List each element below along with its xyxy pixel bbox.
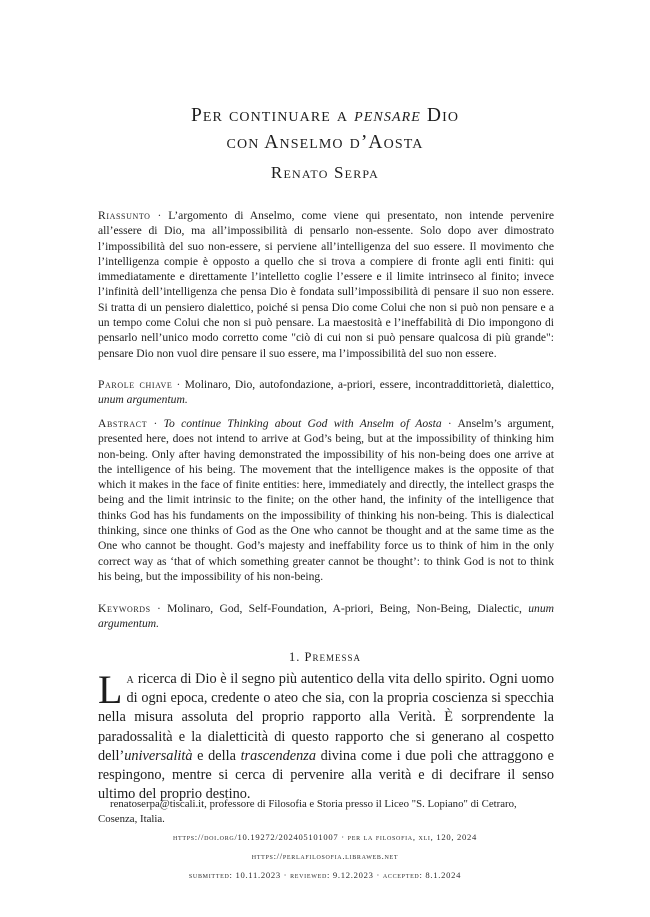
title-line-2: con Anselmo d’Aosta xyxy=(226,132,424,153)
author-footnote: renatoserpa@tiscali.it, professore di Filosofia e Storia presso il Liceo "S. Lopiano" di Cetraro, Cosenza, Italia. xyxy=(98,798,517,825)
dates-line: submitted: 10.11.2023 · reviewed: 9.12.2023 · accepted: 8.1.2024 xyxy=(188,870,462,880)
body-text-2: e della xyxy=(192,747,241,764)
section-heading: 1. Premessa xyxy=(289,650,361,664)
body-italic-1: universalità xyxy=(124,747,193,764)
riassunto-paragraph: Riassunto · L’argomento di Anselmo, come viene qui presentato, non intende pervenire all’essere di Dio, ma all’impossibilità di pensarlo non-essente. Solo dopo aver dimostrato l’impossibilità del suo non-essere, si perviene all’intelligenza del suo essere. Il movimento che l’intelligenza compie è opposto a quello che si trova a compiere di fronte agli enti finiti: qui immediatamente e direttamente l’intelletto coglie l’essere e il limite intrinseco al finito; invece l’infinità dell’intelligenza che pensa Dio è fondata sull’impossibilità di pensare il suo non essere. Si tratta di un pensiero dialettico, poiché si pensa Dio come Colui che non si può non pensare e a un tempo come Colui che non si può pensare. La maestosità e l’ineffabilità di Dio impongono di pensarlo nell’unico modo corretto come "ciò di cui non si può pensare qualcosa di più grande": pensare Dio non vuol dire pensare il suo essere, ma l’impossibilità del suo non essere. xyxy=(98,209,554,360)
body-italic-2: trascendenza xyxy=(240,747,317,764)
keywords-label: Keywords xyxy=(98,602,151,615)
body-text-3: divina come i due poli che attraggono e respingono, mentre si cerca di pervenire alla verità e di decifrare il senso ultimo del proprio destino. xyxy=(98,747,554,803)
journal-url-line[interactable]: https://perlafilosofia.libraweb.net xyxy=(251,851,399,861)
riassunto-label: Riassunto xyxy=(98,209,151,222)
title-prefix: Per continuare a xyxy=(190,105,355,126)
keywords-italic: unum argumentum. xyxy=(98,602,554,631)
parole-chiave-paragraph: Parole chiave · Molinaro, Dio, autofondazione, a-priori, essere, incontraddittorietà, dialettico, unum argumentum. xyxy=(98,378,554,407)
abstract-label: Abstract xyxy=(98,417,148,430)
author-name: Renato Serpa xyxy=(270,163,380,182)
title-italic-word: pensare xyxy=(354,105,421,126)
body-smallcaps: a xyxy=(126,671,135,687)
title-line-1 xyxy=(0,102,650,129)
parole-chiave-text: Molinaro, Dio, autofondazione, a-priori, essere, incontraddittorietà, dialettico, xyxy=(184,378,554,391)
parole-chiave-label: Parole chiave xyxy=(98,378,173,391)
parole-chiave-italic: unum argumentum. xyxy=(98,393,188,407)
keywords-paragraph: Keywords · Molinaro, God, Self-Foundation, A-priori, Being, Non-Being, Dialectic, unum argumentum. xyxy=(98,602,554,631)
abstract-paragraph: Abstract · To continue Thinking about God with Anselm of Aosta · Anselm’s argument, presented here, does not intend to arrive at God’s being, but at the impossibility of thinking him non-being. Only after having demonstrated the impossibility of his non-being does one arrive at the intelligence of his being. The movement that the intelligence makes is the opposite of that which it makes in the face of finite entities: here, immediately and directly, the intellect grasps the being and the limit intrinsic to the finite; on the other hand, the infinity of the intelligence that thinks God has his fundaments on the impossibility of thinking his non-being. This is dialectical thinking, since one thinks of God as the One who cannot be thought and at the same time as the One who cannot be thought. God’s majesty and ineffability force us to think of him in the only correct way as ‘that of which something greater cannot be thought’: to think God is not to think his being, but the impossibility of his non-being. xyxy=(98,417,554,583)
riassunto-text: L’argomento di Anselmo, come viene qui presentato, non intende pervenire all’essere di Dio, ma all’impossibilità di pensarlo non-essente. Solo dopo aver dimostrato l’impossibilità del suo non-essere, si perviene all’intelligenza del suo essere. Il movimento che l’intelligenza compie è opposto a quello che si trova a compiere di fronte agli enti finiti: qui immediatamente e direttamente l’intelletto coglie l’essere e il limite intrinseco al finito; invece l’infinità dell’intelligenza che pensa Dio è fondata sull’impossibilità di pensare il suo non essere. Si tratta di un pensiero dialettico, poiché si pensa Dio come Colui che non si può non pensare e a un tempo come Colui che non si può pensare. La maestosità e l’ineffabilità di Dio impongono di pensarlo nell’unico modo corretto come "ciò di cui non si può pensare qualcosa di più grande": pensare Dio non vuol dire pensare il suo essere, ma l’impossibilità del suo non essere. xyxy=(98,209,554,360)
abstract-text: Anselm’s argument, presented here, does not intend to arrive at God’s being, but at the impossibility of thinking him non-being. Only after having demonstrated the impossibility of his non-being does one arrive at the intelligence of his being. The movement that the intelligence makes is the opposite of that which it makes in the face of finite entities: here, immediately and directly, the intellect grasps the being and the limit intrinsic to the finite; on the other hand, the infinity of the intelligence that thinks God has his fundaments on the impossibility of thinking his non-being. This is dialectical thinking, since one thinks of God as the One who cannot be thought and at the same time as the One who cannot be thought. God’s majesty and ineffability force us to think of him in the only correct way as ‘that of which something greater cannot be thought’: to think God is not to think his being, but the impossibility of his non-being. xyxy=(98,417,554,583)
keywords-text: Molinaro, God, Self-Foundation, A-priori, Being, Non-Being, Dialectic, xyxy=(167,602,529,615)
body-text-1: ricerca di Dio è il segno più autentico della vita dello spirito. Ogni uomo di ogni epoca, credente o ateo che sia, con la propria coscienza si specchia nella misura assoluta del proprio rapporto alla Verità. È sorprendente la paradossalità e la dialetticità di questo rapporto che si generano al cospetto dell’ xyxy=(98,671,554,764)
body-paragraph xyxy=(98,667,554,804)
drop-cap: L xyxy=(98,667,123,712)
doi-line[interactable]: https://doi.org/10.19272/202405101007 · per la filosofia, xli, 120, 2024 xyxy=(172,832,478,842)
article-title xyxy=(0,102,650,156)
title-suffix: Dio xyxy=(420,105,460,126)
abstract-italic-title: To continue Thinking about God with Anselm of Aosta xyxy=(163,417,442,430)
